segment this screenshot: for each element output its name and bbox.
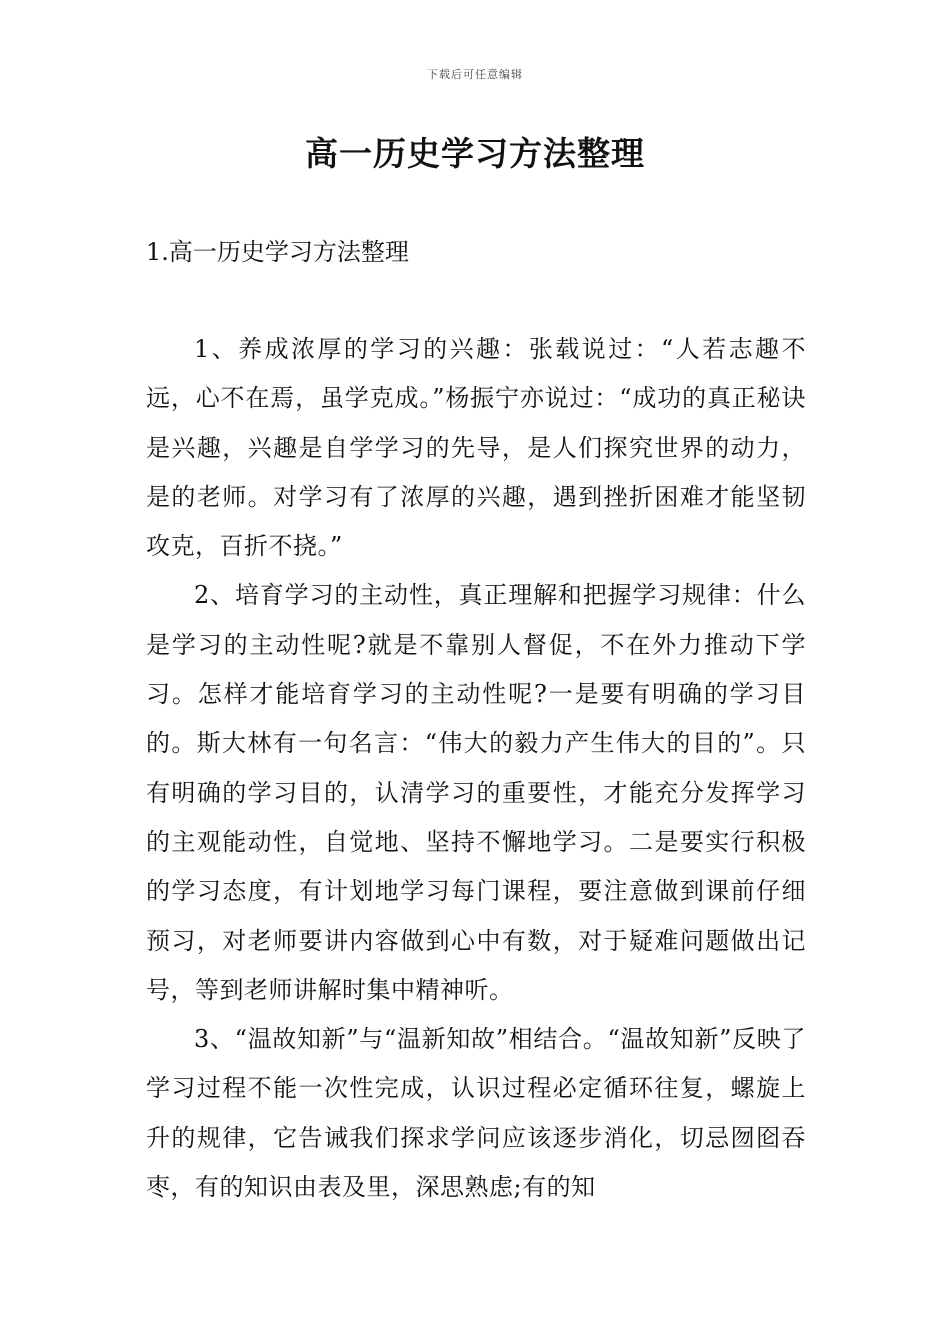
section-heading: 1.高一历史学习方法整理: [146, 238, 409, 266]
paragraph-2: 2、培育学习的主动性，真正理解和把握学习规律：什么是学习的主动性呢?就是不靠别人督促，不在外力推动下学习。怎样才能培育学习的主动性呢?一是要有明确的学习目的。斯大林有一句名言：“伟大的毅力产生伟大的目的”。只有明确的学习目的，认清学习的重要性，才能充分发挥学习的主观能动性，自觉地、坚持不懈地学习。二是要实行积极的学习态度，有计划地学习每门课程，要注意做到课前仔细预习，对老师要讲内容做到心中有数，对于疑难问题做出记号，等到老师讲解时集中精神听。: [146, 581, 806, 1004]
header-note: 下载后可任意编辑: [427, 68, 523, 81]
paragraph-3: 3、“温故知新”与“温新知故”相结合。“温故知新”反映了学习过程不能一次性完成，认识过程必定循环往复，螺旋上升的规律，它告诫我们探求学问应该逐步消化，切忌囫囵吞枣，有的知识由表及里，深思熟虑;有的知: [146, 1025, 806, 1202]
document-body: [146, 325, 806, 1212]
paragraph-1: 1、养成浓厚的学习的兴趣：张载说过：“人若志趣不远，心不在焉，虽学克成。”杨振宁亦说过：“成功的真正秘诀是兴趣，兴趣是自学学习的先导，是人们探究世界的动力，是的老师。对学习有了浓厚的兴趣，遇到挫折困难才能坚韧攻克，百折不挠。”: [146, 335, 806, 561]
document-title: 高一历史学习方法整理: [305, 134, 645, 173]
